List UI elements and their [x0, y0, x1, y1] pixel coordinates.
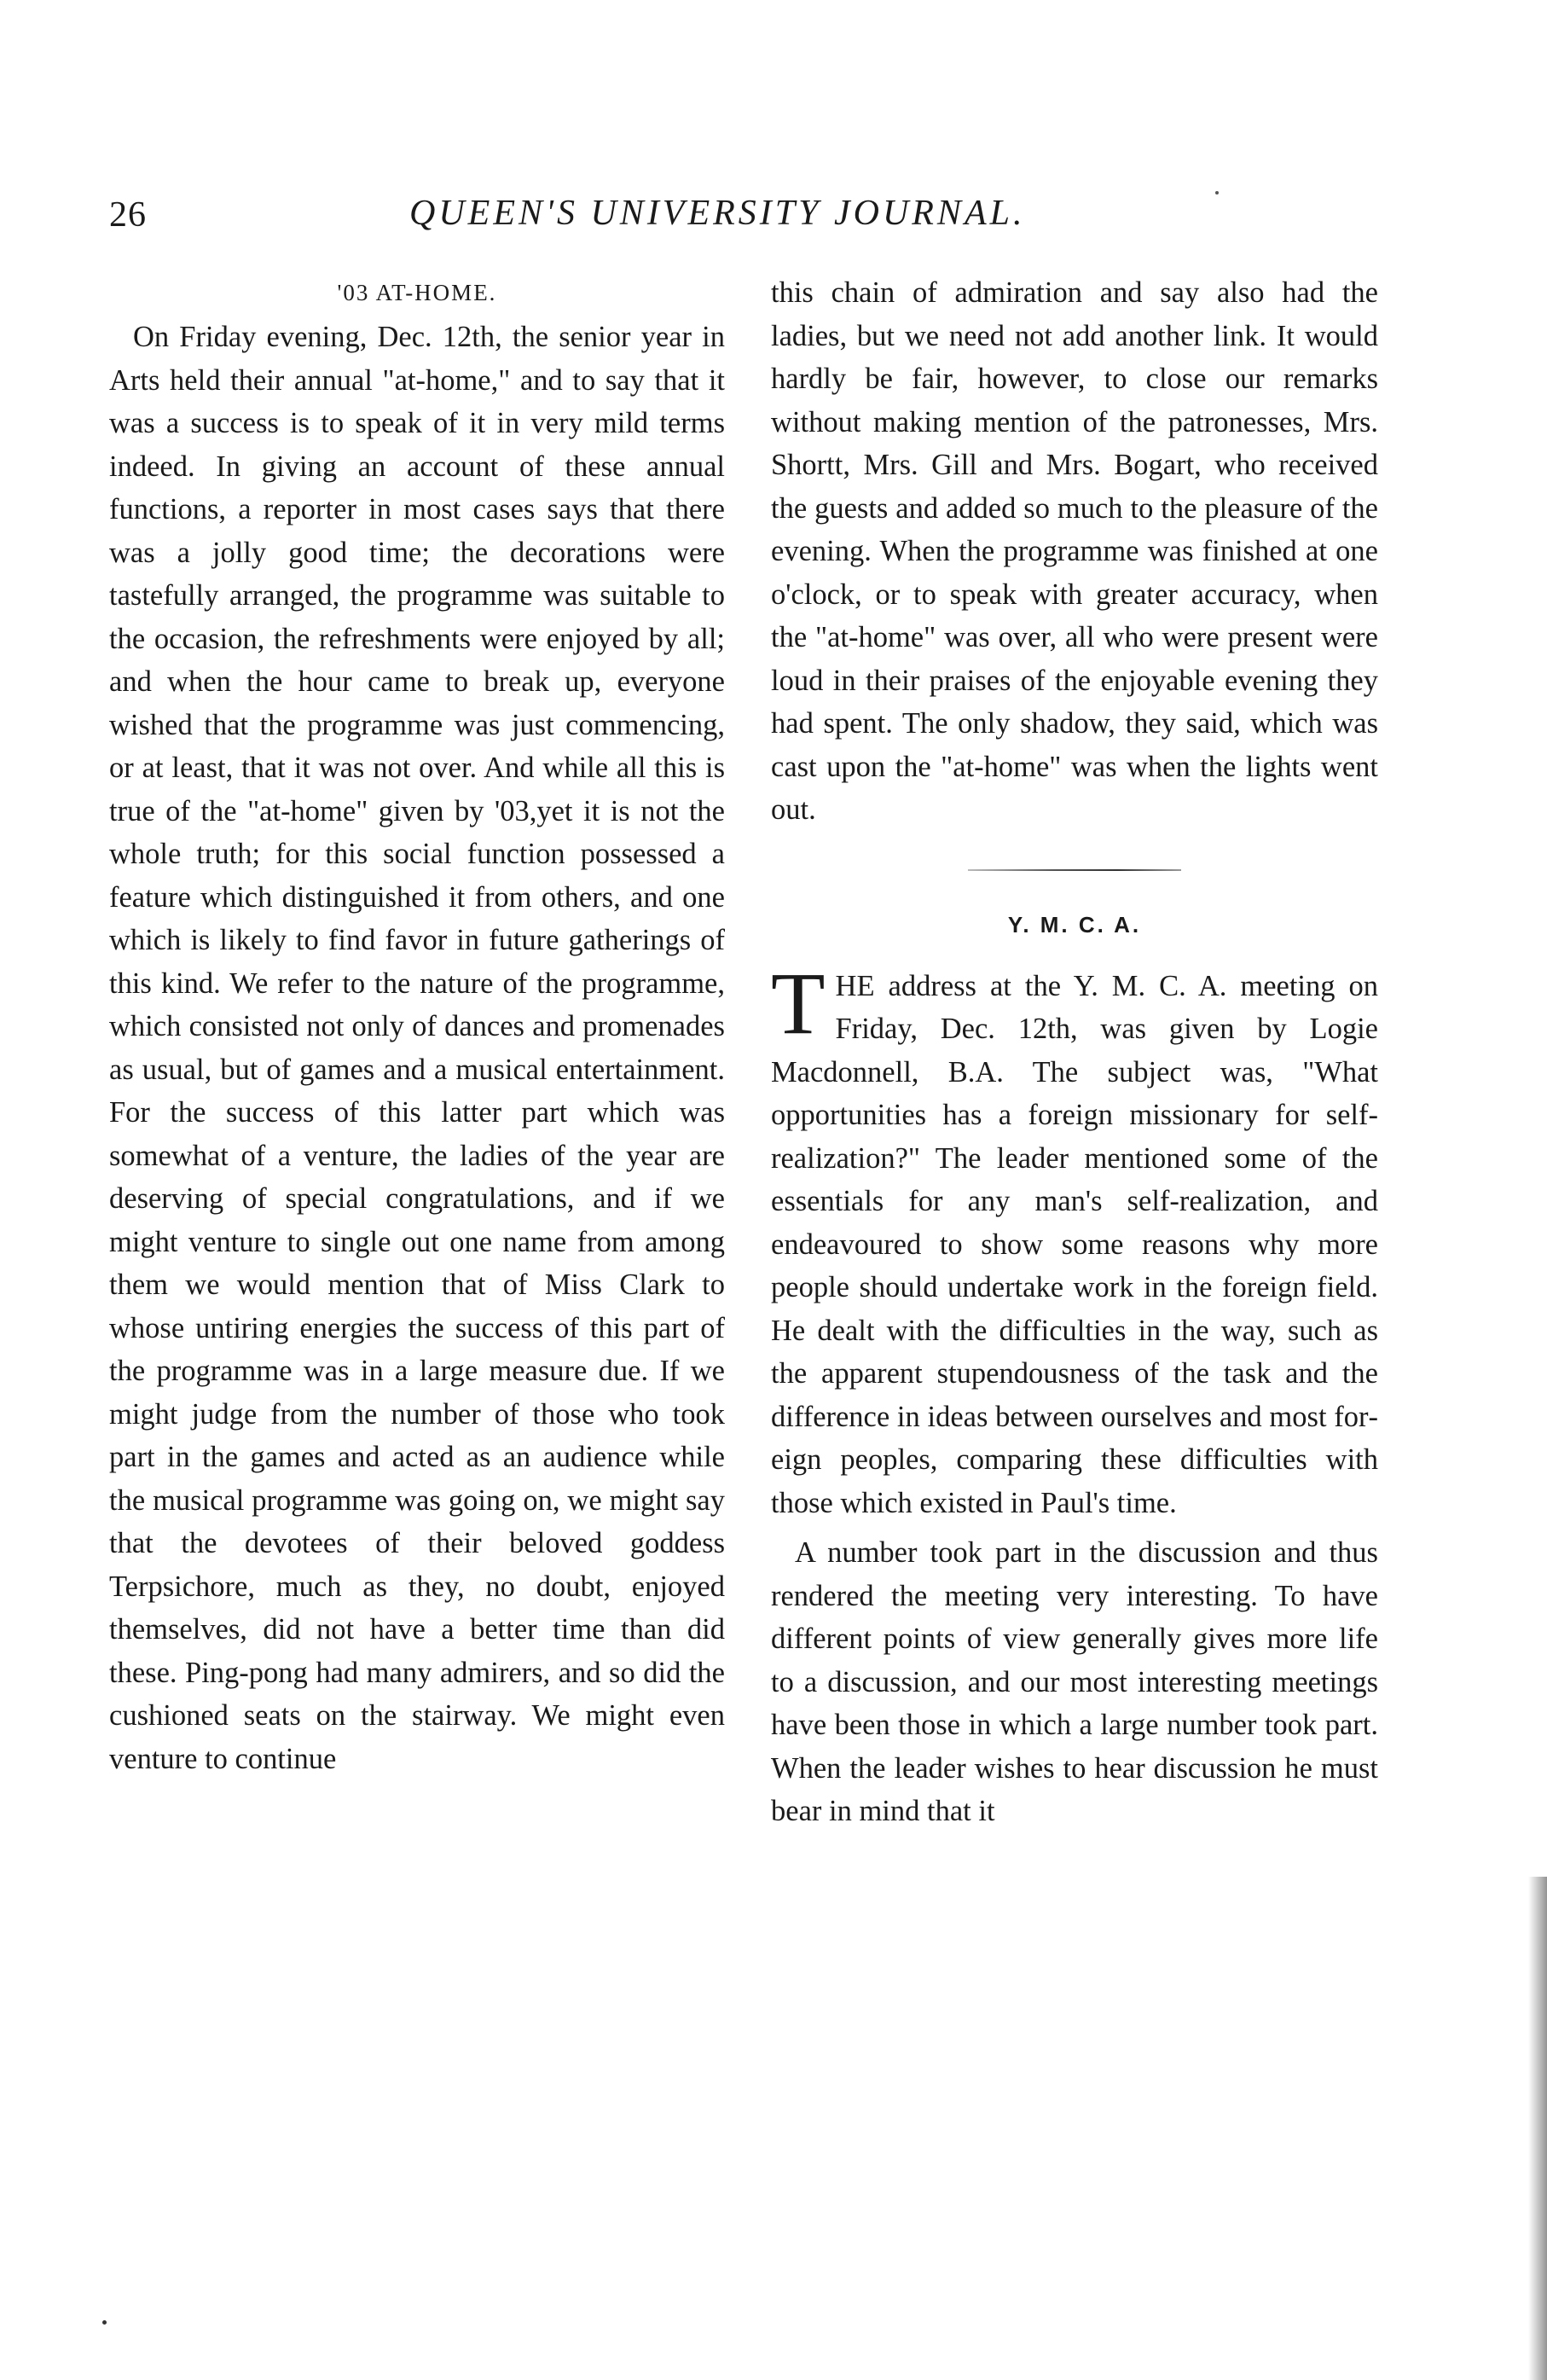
at-home-title: '03 AT-HOME.: [337, 280, 497, 305]
stray-dot: [1215, 191, 1219, 194]
margin-dot: [102, 2320, 107, 2325]
ymca-paragraph-2: A number took part in the discussion and thus rendered the meeting very interesting. To have different points of view generally gives more life to a discussion, and our most interesting meetings have been those in which a large number took part. When the leader wishes to hear discussion he must bear in mind that it: [771, 1536, 1378, 1827]
ymca-title: Y. M. C. A.: [1007, 911, 1142, 937]
running-title: QUEEN'S UNIVERSITY JOURNAL.: [409, 194, 1026, 233]
at-home-paragraph-left: On Friday evening, Dec. 12th, the senior year in Arts held their annual "at-home," and to say that it was a success is to speak of it in very mild terms indeed. In giving an account of these annual functions, a reporter in most cases says that there was a jolly good time; the decorations were tastefully arranged, the programme was suitable to the occasion, the refreshments were enjoyed by all; and when the hour came to break up, everyone wished that the programme was just commencing, or at least, that it was not over. And while all this is true of the "at-home" given by '03,yet it is not the whole truth; for this social function possessed a feature which distinguished it from others, and one which is likely to find favor in future gatherings of this kind. We refer to the nature of the programme, which consisted not only of dances and promenades as usual, but of games and a musical entertainment. For the success of this latter part which was somewhat of a venture, the ladies of the year are deserving of special congratulations, and if we might venture to single out one name from among them we would mention that of Miss Clark to whose untiring energies the success of this part of the programme was in a large measure due. If we might judge from the number of those who took part in the games and acted as an audience while the musical programme was going on, we might say that the devotees of their beloved goddess Terpsichore, much as they, no doubt, enjoyed themselves, did not have a better time than did these. Ping-pong had many admirers, and so did the cushioned seats on the stairway. We might even venture to continue: [109, 321, 725, 1775]
page-edge-shadow: [1528, 1877, 1547, 2380]
left-column: [109, 271, 725, 1780]
drop-cap: T: [771, 954, 826, 1053]
ymca-paragraph-1-text: HE address at the Y. M. C. A. meeting on Friday, Dec. 12th, was given by Logie Macdonnell, B.A. The subject was, "What opportunities has a foreign missionary for self-realization?" The leader mentioned some of the essentials for any man's self-realization, and endeavoured to show some reasons why more people should undertake work in the foreign field. He dealt with the difficulties in the way, such as the apparent stupendousness of the task and the difference in ideas between ourselves and most foreign peoples, comparing these difficulties with those which existed in Paul's time.: [771, 969, 1378, 1519]
page-number: 26: [109, 195, 147, 235]
section-divider: [968, 869, 1181, 871]
at-home-paragraph-right: this chain of admiration and say also had the ladies, but we need not add another link. It would hardly be fair, however, to close our remarks without making mention of the patronesses, Mrs. Shortt, Mrs. Gill and Mrs. Bogart, who received the guests and added so much to the pleasure of the evening. When the programme was finished at one o'clock, or to speak with greater accuracy, when the "at-home" was over, all who were present were loud in their praises of the enjoyable evening they had spent. The only shadow, they said, which was cast upon the "at-home" was when the lights went out.: [771, 276, 1378, 826]
right-column: [771, 271, 1378, 1833]
ymca-paragraph-1: [771, 954, 1378, 1525]
